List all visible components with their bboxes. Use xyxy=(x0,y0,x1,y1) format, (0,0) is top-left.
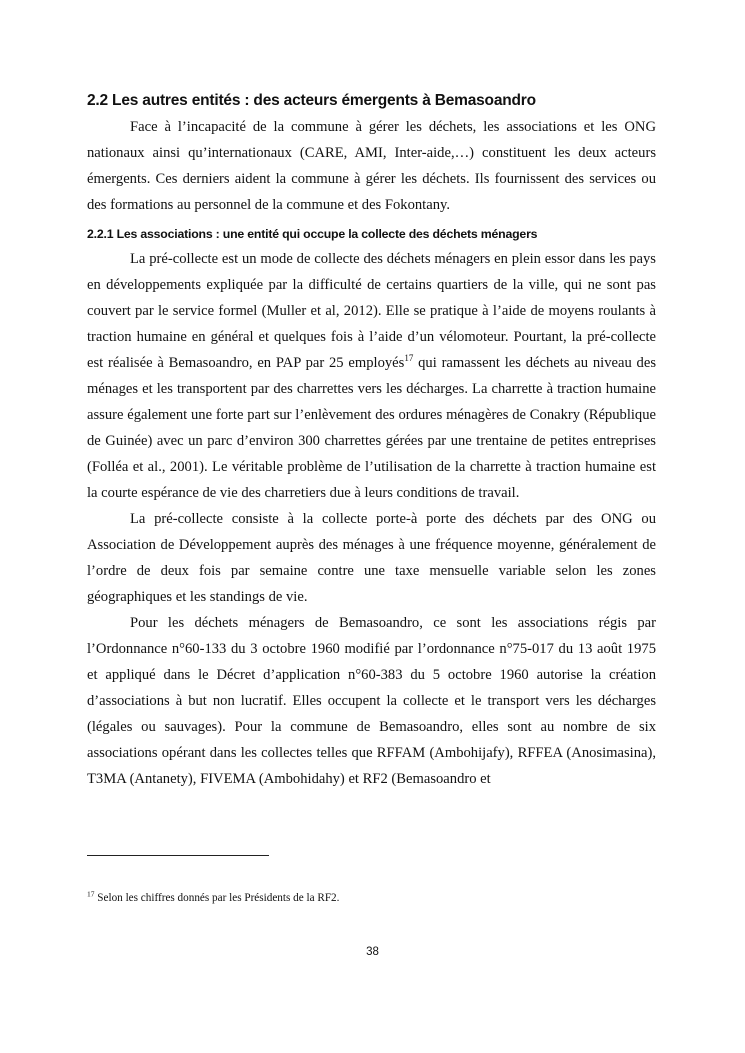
page-number: 38 xyxy=(366,946,379,958)
paragraph-precollecte-part1: La pré-collecte est un mode de collecte des déchets ménagers en plein essor dans les pays en développements expliquée par la difficulté de certains quartiers de la ville, qui ne sont pas couvert par le service formel (Muller et al, 2012). Elle se pratique à l’aide de moyens roulants à traction humaine en général et quelques fois à l’aide d’un vélomoteur. Pourtant, la pré-collecte est réalisée à Bemasoandro, en PAP par 25 employés xyxy=(87,251,656,371)
paragraph-associations: Pour les déchets ménagers de Bemasoandro, ce sont les associations régis par l’Ordonnance n°60-133 du 3 octobre 1960 modifié par l’ordonnance n°75-017 du 13 août 1975 et appliqué dans le Décret d’application n°60-383 du 5 octobre 1960 autorise la création d’associations à but non lucratif. Elles occupent la collecte et le transport vers les décharges (légales ou sauvages). Pour la commune de Bemasoandro, elles sont au nombre de six associations opérant dans les collectes telles que RFFAM (Ambohijafy), RFFEA (Anosimasina), T3MA (Antanety), FIVEMA (Ambohidahy) et RF2 (Bemasoandro et xyxy=(87,615,656,787)
footnote-reference[interactable]: 17 xyxy=(404,353,414,364)
footnote-number: 17 xyxy=(87,889,95,899)
subsection-heading: 2.2.1 Les associations : une entité qui occupe la collecte des déchets ménagers xyxy=(87,227,538,241)
section-heading: 2.2 Les autres entités : des acteurs émergents à Bemasoandro xyxy=(87,92,536,109)
main-content xyxy=(87,88,656,792)
footnote xyxy=(87,891,656,905)
footnote-separator xyxy=(87,855,269,856)
paragraph-precollecte-part2: qui ramassent les déchets au niveau des ménages et les transportent par des charrettes vers les décharges. La charrette à traction humaine assure également une forte part sur l’enlèvement des ordures ménagères de Conakry (République de Guinée) avec un parc d’environ 300 charrettes gérées par une trentaine de petites entreprises (Folléa et al., 2001). Le véritable problème de l’utilisation de la charrette à traction humaine est la courte espérance de vie des charretiers due à leurs conditions de travail. xyxy=(87,355,656,501)
paragraph-definition: La pré-collecte consiste à la collecte porte-à porte des déchets par des ONG ou Association de Développement auprès des ménages à une fréquence moyenne, généralement de l’ordre de deux fois par semaine contre une taxe mensuelle variable selon les zones géographiques et les standings de vie. xyxy=(87,511,656,605)
intro-paragraph: Face à l’incapacité de la commune à gérer les déchets, les associations et les ONG nationaux ainsi qu’internationaux (CARE, AMI, Inter-aide,…) constituent les deux acteurs émergents. Ces derniers aident la commune à gérer les déchets. Ils fournissent des services ou des formations au personnel de la commune et des Fokontany. xyxy=(87,119,656,213)
paragraph-precollecte xyxy=(87,246,656,506)
footnote-text: Selon les chiffres donnés par les Présidents de la RF2. xyxy=(94,892,340,904)
